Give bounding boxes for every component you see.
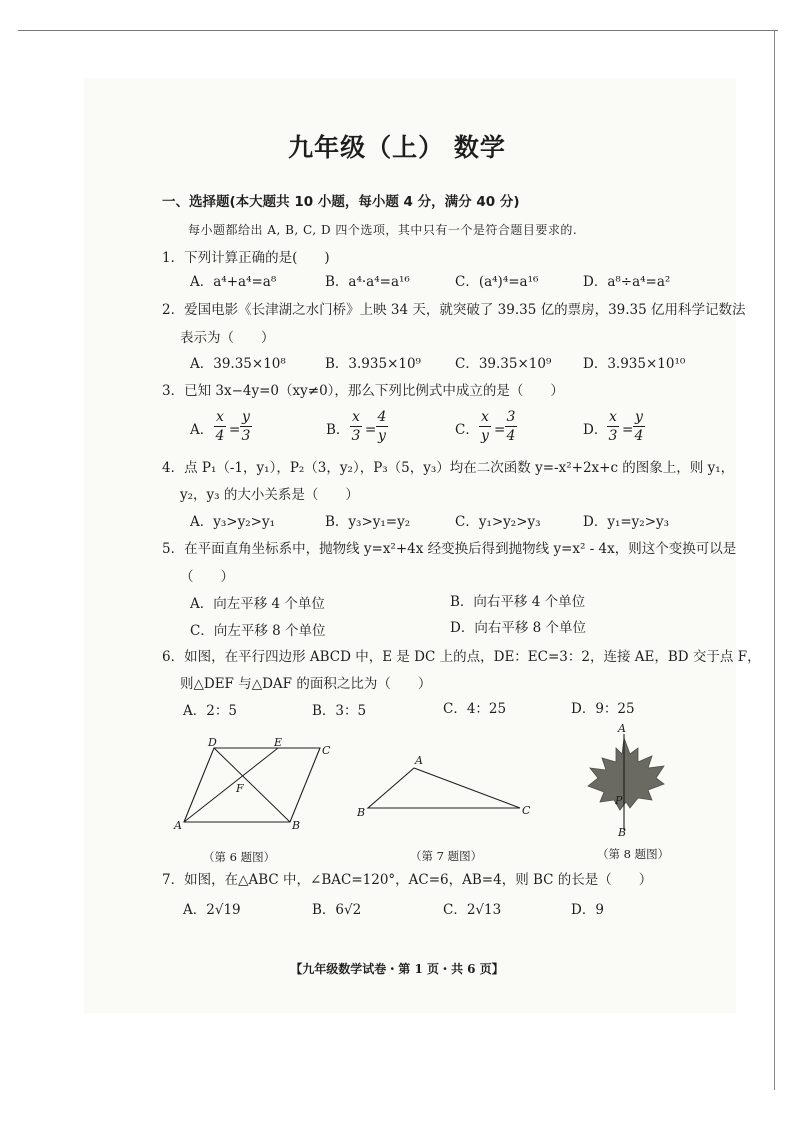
q2-option-d: D．3.935×10¹⁰ <box>583 356 686 372</box>
q2-option-a: A．39.35×10⁸ <box>190 356 286 372</box>
q2-stem-line1: 2．爱国电影《长津湖之水门桥》上映 34 天，就突破了 39.35 亿的票房，39.35 亿用科学记数法 <box>162 302 746 318</box>
q1-stem: 1．下列计算正确的是( ) <box>162 250 330 266</box>
q3-c-frac-left: x y <box>479 410 491 443</box>
q3-b-frac-right: 4 y <box>377 409 387 444</box>
q5-stem-line1: 5．在平面直角坐标系中，抛物线 y=x²+4x 经变换后得到抛物线 y=x² - 4x，则这个变换可以是 <box>162 541 737 557</box>
q4-stem-line1: 4．点 P₁（-1，y₁），P₂（3，y₂），P₃（5，y₃）均在二次函数 y=-x²+2x+c 的图象上，则 y₁， <box>162 460 735 476</box>
q4-option-d: D．y₁=y₂>y₃ <box>583 514 670 530</box>
q2-option-b: B．3.935×10⁹ <box>325 356 421 372</box>
q3-a-equals: = <box>229 422 241 438</box>
q6-option-c: C．4：25 <box>443 701 507 717</box>
q6-option-d: D．9：25 <box>571 701 635 717</box>
fig8-label-a: A <box>618 722 626 735</box>
q7-option-b: B．6√2 <box>312 902 362 918</box>
q4-option-a: A．y₃>y₂>y₁ <box>190 514 275 530</box>
q6-option-a: A．2：5 <box>183 703 237 719</box>
q3-stem: 3．已知 3x−4y=0（xy≠0），那么下列比例式中成立的是（ ） <box>162 383 564 399</box>
q6-stem-line1: 6．如图，在平行四边形 ABCD 中，E 是 DC 上的点，DE：EC=3：2，连接 AE，BD 交于点 F， <box>162 649 761 665</box>
section-instruction: 每小题都给出 A, B, C, D 四个选项，其中只有一个是符合题目要求的. <box>188 223 578 237</box>
fig7-label-c: C <box>522 804 531 817</box>
fig6-label-f: F <box>236 782 244 795</box>
fig7-label-a: A <box>415 754 423 767</box>
figure-7-triangle <box>352 752 542 822</box>
q7-stem: 7．如图，在△ABC 中，∠BAC=120°，AC=6，AB=4，则 BC 的长是（ ） <box>162 872 653 888</box>
q7-option-c: C．2√13 <box>443 902 502 918</box>
q4-option-b: B．y₃>y₁=y₂ <box>325 514 411 530</box>
q3-d-equals: = <box>622 422 634 438</box>
q7-option-d: D．9 <box>571 902 604 918</box>
q3-option-c-label: C． <box>455 422 479 438</box>
figure-6-caption: （第 6 题图） <box>203 850 276 864</box>
figure-7-caption: （第 7 题图） <box>410 849 483 863</box>
fig6-label-c: C <box>322 744 331 757</box>
q3-option-d-label: D． <box>583 422 608 438</box>
q1-option-c: C．(a⁴)⁴=a¹⁶ <box>455 274 539 290</box>
q2-stem-line2: 表示为（ ） <box>180 330 275 346</box>
scan-border-right <box>774 30 775 1090</box>
fig7-label-b: B <box>357 806 366 819</box>
q1-option-a: A．a⁴+a⁴=a⁸ <box>190 274 277 290</box>
section-heading: 一、选择题(本大题共 10 小题，每小题 4 分，满分 40 分) <box>162 194 520 210</box>
q3-b-equals: = <box>365 422 377 438</box>
segment-bd <box>214 748 290 822</box>
q6-option-b: B．3：5 <box>312 703 367 719</box>
q3-d-frac-left: x 3 <box>608 409 618 444</box>
segment-ae <box>184 748 278 822</box>
fig6-label-b: B <box>292 819 301 832</box>
fig8-label-b: B <box>618 826 627 839</box>
maple-leaf-shape <box>588 738 664 810</box>
q3-c-frac-right: 3 4 <box>506 409 516 444</box>
page-footer: 【九年级数学试卷・第 1 页・共 6 页】 <box>290 962 504 976</box>
q1-option-b: B．a⁴·a⁴=a¹⁶ <box>325 274 410 290</box>
q5-option-c: C．向左平移 8 个单位 <box>190 623 326 639</box>
figure-8-caption: （第 8 题图） <box>597 847 670 861</box>
q5-option-a: A．向左平移 4 个单位 <box>190 596 325 612</box>
fig8-label-p: P <box>615 794 623 807</box>
fig6-label-d: D <box>208 736 217 749</box>
q1-option-d: D．a⁸÷a⁴=a² <box>583 274 671 290</box>
q3-option-b-label: B． <box>326 422 350 438</box>
q3-a-frac-left: x 4 <box>215 409 225 444</box>
fig6-label-e: E <box>274 736 283 749</box>
q5-option-d: D．向右平移 8 个单位 <box>450 620 586 636</box>
q4-stem-line2: y₂，y₃ 的大小关系是（ ） <box>180 487 359 503</box>
q4-option-c: C．y₁>y₂>y₃ <box>455 514 541 530</box>
q6-stem-line2: 则△DEF 与△DAF 的面积之比为（ ） <box>180 676 432 692</box>
q3-d-frac-right: y 4 <box>634 409 644 444</box>
figure-8-maple-leaf <box>580 720 680 840</box>
triangle-abc <box>368 768 520 808</box>
q3-option-a-label: A． <box>190 422 214 438</box>
scan-border-top <box>18 30 778 31</box>
page-title: 九年级（上） 数学 <box>288 133 506 162</box>
q3-a-frac-right: y 3 <box>241 409 251 444</box>
q2-option-c: C．39.35×10⁹ <box>455 356 552 372</box>
q3-b-frac-left: x 3 <box>351 409 361 444</box>
q7-option-a: A．2√19 <box>183 902 241 918</box>
q3-c-equals: = <box>494 422 506 438</box>
fig6-label-a: A <box>174 819 182 832</box>
q5-option-b: B．向右平移 4 个单位 <box>450 594 586 610</box>
q5-stem-line2: （ ） <box>180 569 234 585</box>
figure-6-parallelogram <box>170 736 340 836</box>
